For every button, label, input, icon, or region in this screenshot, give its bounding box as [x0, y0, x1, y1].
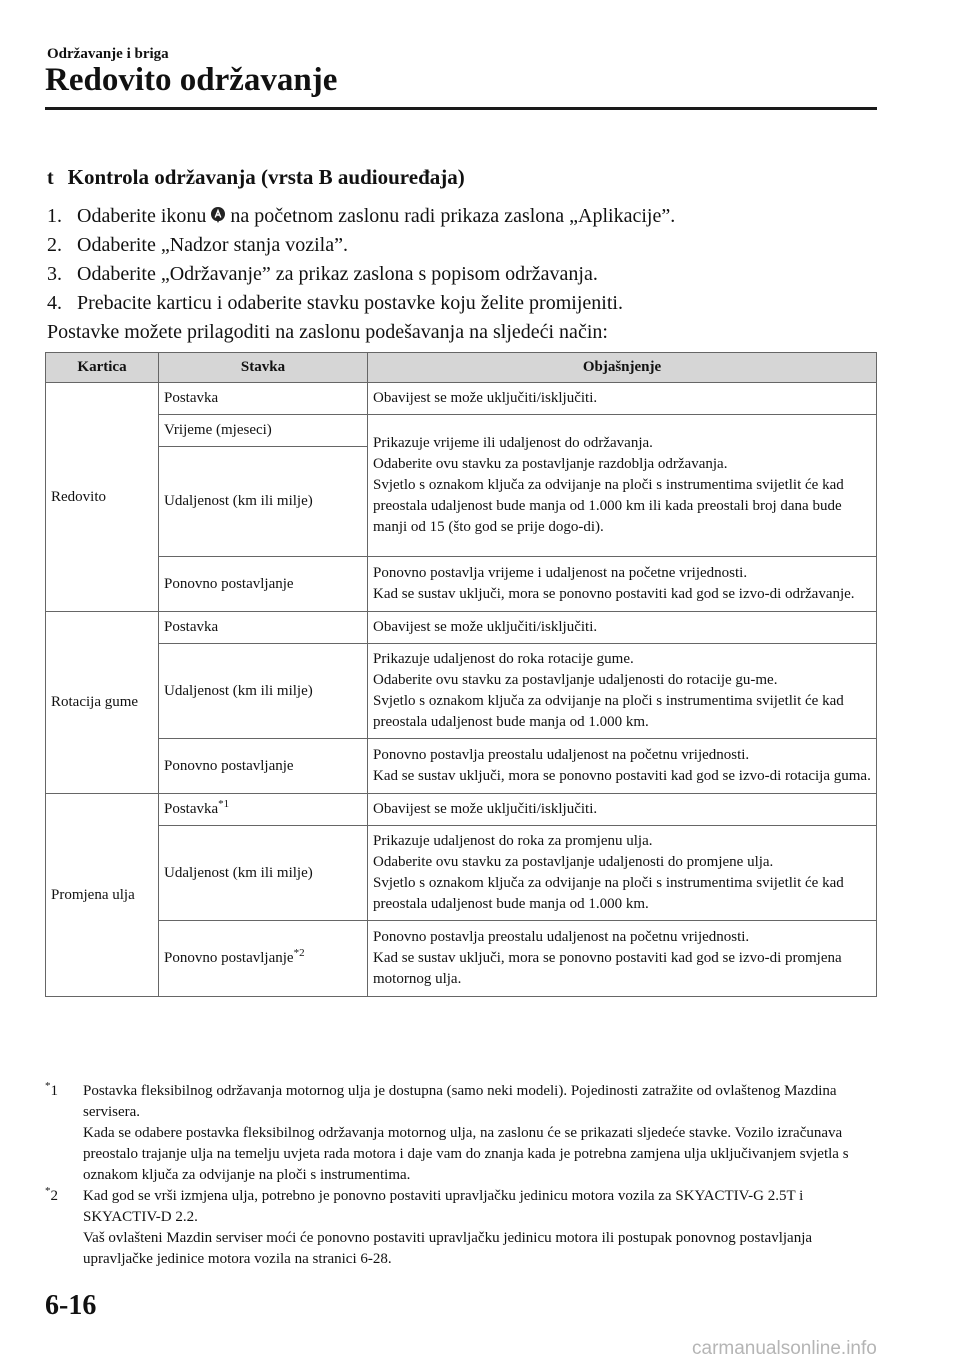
table-header-row	[46, 353, 877, 383]
table-row	[46, 383, 877, 415]
footnotes	[45, 1081, 877, 1270]
item-cell: Postavka	[159, 383, 368, 415]
desc-cell: Ponovno postavlja preostalu udaljenost na početnu vrijednosti. Kad se sustav uključi, mora se ponovno postaviti kad god se izvo-di promjena motornog ulja.	[368, 921, 877, 997]
table-row	[46, 921, 877, 997]
desc-cell: Obavijest se može uključiti/isključiti.	[368, 794, 877, 826]
steps-list	[47, 202, 877, 347]
step-number: 2.	[47, 234, 62, 256]
item-cell: Ponovno postavljanje	[159, 739, 368, 794]
table-row	[46, 644, 877, 739]
footnote-1	[45, 1081, 877, 1186]
heading-text: Kontrola održavanja (vrsta B audiouređaja)	[67, 165, 465, 189]
step-number: 4.	[47, 292, 62, 314]
page-title: Redovito održavanje	[45, 62, 338, 98]
apps-icon	[210, 206, 226, 224]
header-kartica: Kartica	[46, 353, 159, 383]
footnote-text: Kad god se vrši izmjena ulja, potrebno je ponovno postaviti upravljačku jedinicu motora vozila za SKYACTIV-G 2.5T i SKYACTIV-D 2.2. Vaš ovlašteni Mazdin serviser moći će ponovno postaviti upravljačku jedinicu motora ili postupak ponovnog postavljanja upravljačke jedinice motora vozila na stranici 6-28.	[83, 1188, 813, 1267]
footnote-number: *1	[45, 1080, 58, 1099]
item-cell: Postavka	[159, 612, 368, 644]
maintenance-table	[45, 352, 877, 997]
table-row	[46, 739, 877, 794]
footnote-number: *2	[45, 1185, 58, 1204]
heading-marker: t	[47, 167, 54, 189]
footnote-2	[45, 1186, 877, 1270]
tab-cell: Promjena ulja	[46, 794, 159, 997]
desc-cell: Prikazuje udaljenost do roka za promjenu ulja. Odaberite ovu stavku za postavljanje udaljenosti do promjene ulja. Svjetlo s oznakom ključa za odvijanje na ploči s instrumentima svijetlit će kad preostala udaljenost bude manja od 1.000 km.	[368, 826, 877, 921]
item-cell: Udaljenost (km ili milje)	[159, 447, 368, 557]
desc-cell: Obavijest se može uključiti/isključiti.	[368, 612, 877, 644]
footnote-ref: *2	[293, 947, 305, 959]
header-objasnjenje: Objašnjenje	[368, 353, 877, 383]
page-number: 6-16	[45, 1290, 97, 1321]
table-row	[46, 826, 877, 921]
step-number: 1.	[47, 205, 62, 227]
item-cell: Ponovno postavljanje$^{*2}$	[159, 921, 368, 997]
table-row	[46, 415, 877, 447]
desc-cell: Obavijest se može uključiti/isključiti.	[368, 383, 877, 415]
step-4	[47, 289, 877, 318]
section-label: Održavanje i briga	[47, 46, 169, 62]
tab-cell: Redovito	[46, 383, 159, 612]
step-text: Odaberite „Održavanje” za prikaz zaslona s popisom održavanja.	[77, 263, 598, 285]
intro-text: Postavke možete prilagoditi na zaslonu podešavanja na sljedeći način:	[47, 321, 608, 343]
step-text: Odaberite ikonu na početnom zaslonu radi prikaza zaslona „Aplikacije”.	[77, 205, 676, 227]
item-cell: Udaljenost (km ili milje)	[159, 826, 368, 921]
tab-cell: Rotacija gume	[46, 612, 159, 794]
step-2	[47, 231, 877, 260]
desc-cell: Ponovno postavlja vrijeme i udaljenost na početne vrijednosti. Kad se sustav uključi, mora se ponovno postaviti kad god se izvo-di održavanje.	[368, 557, 877, 612]
desc-cell: Prikazuje vrijeme ili udaljenost do održavanja. Odaberite ovu stavku za postavljanje razdoblja održavanja. Svjetlo s oznakom ključa za odvijanje na ploči s instrumentima svijetlit će kad preostala udaljenost bude manja od 1.000 km ili kada preostali broj dana bude manji od 15 (što god se prije dogo-di).	[368, 415, 877, 557]
desc-cell: Ponovno postavlja preostalu udaljenost na početnu vrijednosti. Kad se sustav uključi, mora se ponovno postaviti kad god se izvo-di rotacija guma.	[368, 739, 877, 794]
title-rule	[45, 107, 877, 110]
desc-cell: Prikazuje udaljenost do roka rotacije gume. Odaberite ovu stavku za postavljanje udaljenosti do rotacije gu-me. Svjetlo s oznakom ključa za odvijanje na ploči s instrumentima svijetlit će kad preostala udaljenost bude manja od 1.000 km.	[368, 644, 877, 739]
item-cell: Postavka$^{*1}$	[159, 794, 368, 826]
step-text: Odaberite „Nadzor stanja vozila”.	[77, 234, 348, 256]
step-1	[47, 202, 877, 231]
footnote-ref: *1	[218, 798, 230, 810]
step-3	[47, 260, 877, 289]
table-row	[46, 612, 877, 644]
subsection-heading	[47, 165, 465, 190]
table-row	[46, 794, 877, 826]
watermark: carmanualsonline.info	[692, 1338, 877, 1359]
item-cell: Vrijeme (mjeseci)	[159, 415, 368, 447]
step-text: Prebacite karticu i odaberite stavku postavke koju želite promijeniti.	[77, 292, 623, 314]
table-row	[46, 557, 877, 612]
item-cell: Ponovno postavljanje	[159, 557, 368, 612]
step-number: 3.	[47, 263, 62, 285]
header-stavka: Stavka	[159, 353, 368, 383]
footnote-text: Postavka fleksibilnog održavanja motornog ulja je dostupna (samo neki modeli). Pojedinosti zatražite od ovlaštenog Mazdina servisera. Kada se odabere postavka fleksibilnog održavanja motornog ulja, na zaslonu će se prikazati sljedeće stavke. Vozilo izračunava preostalo trajanje ulja na temelju uvjeta rada motora i daje vam do znanja kada je potrebna zamjena ulja uključivanjem svjetla s oznakom ključa za odvijanje na ploči s instrumentima.	[83, 1083, 849, 1183]
item-cell: Udaljenost (km ili milje)	[159, 644, 368, 739]
